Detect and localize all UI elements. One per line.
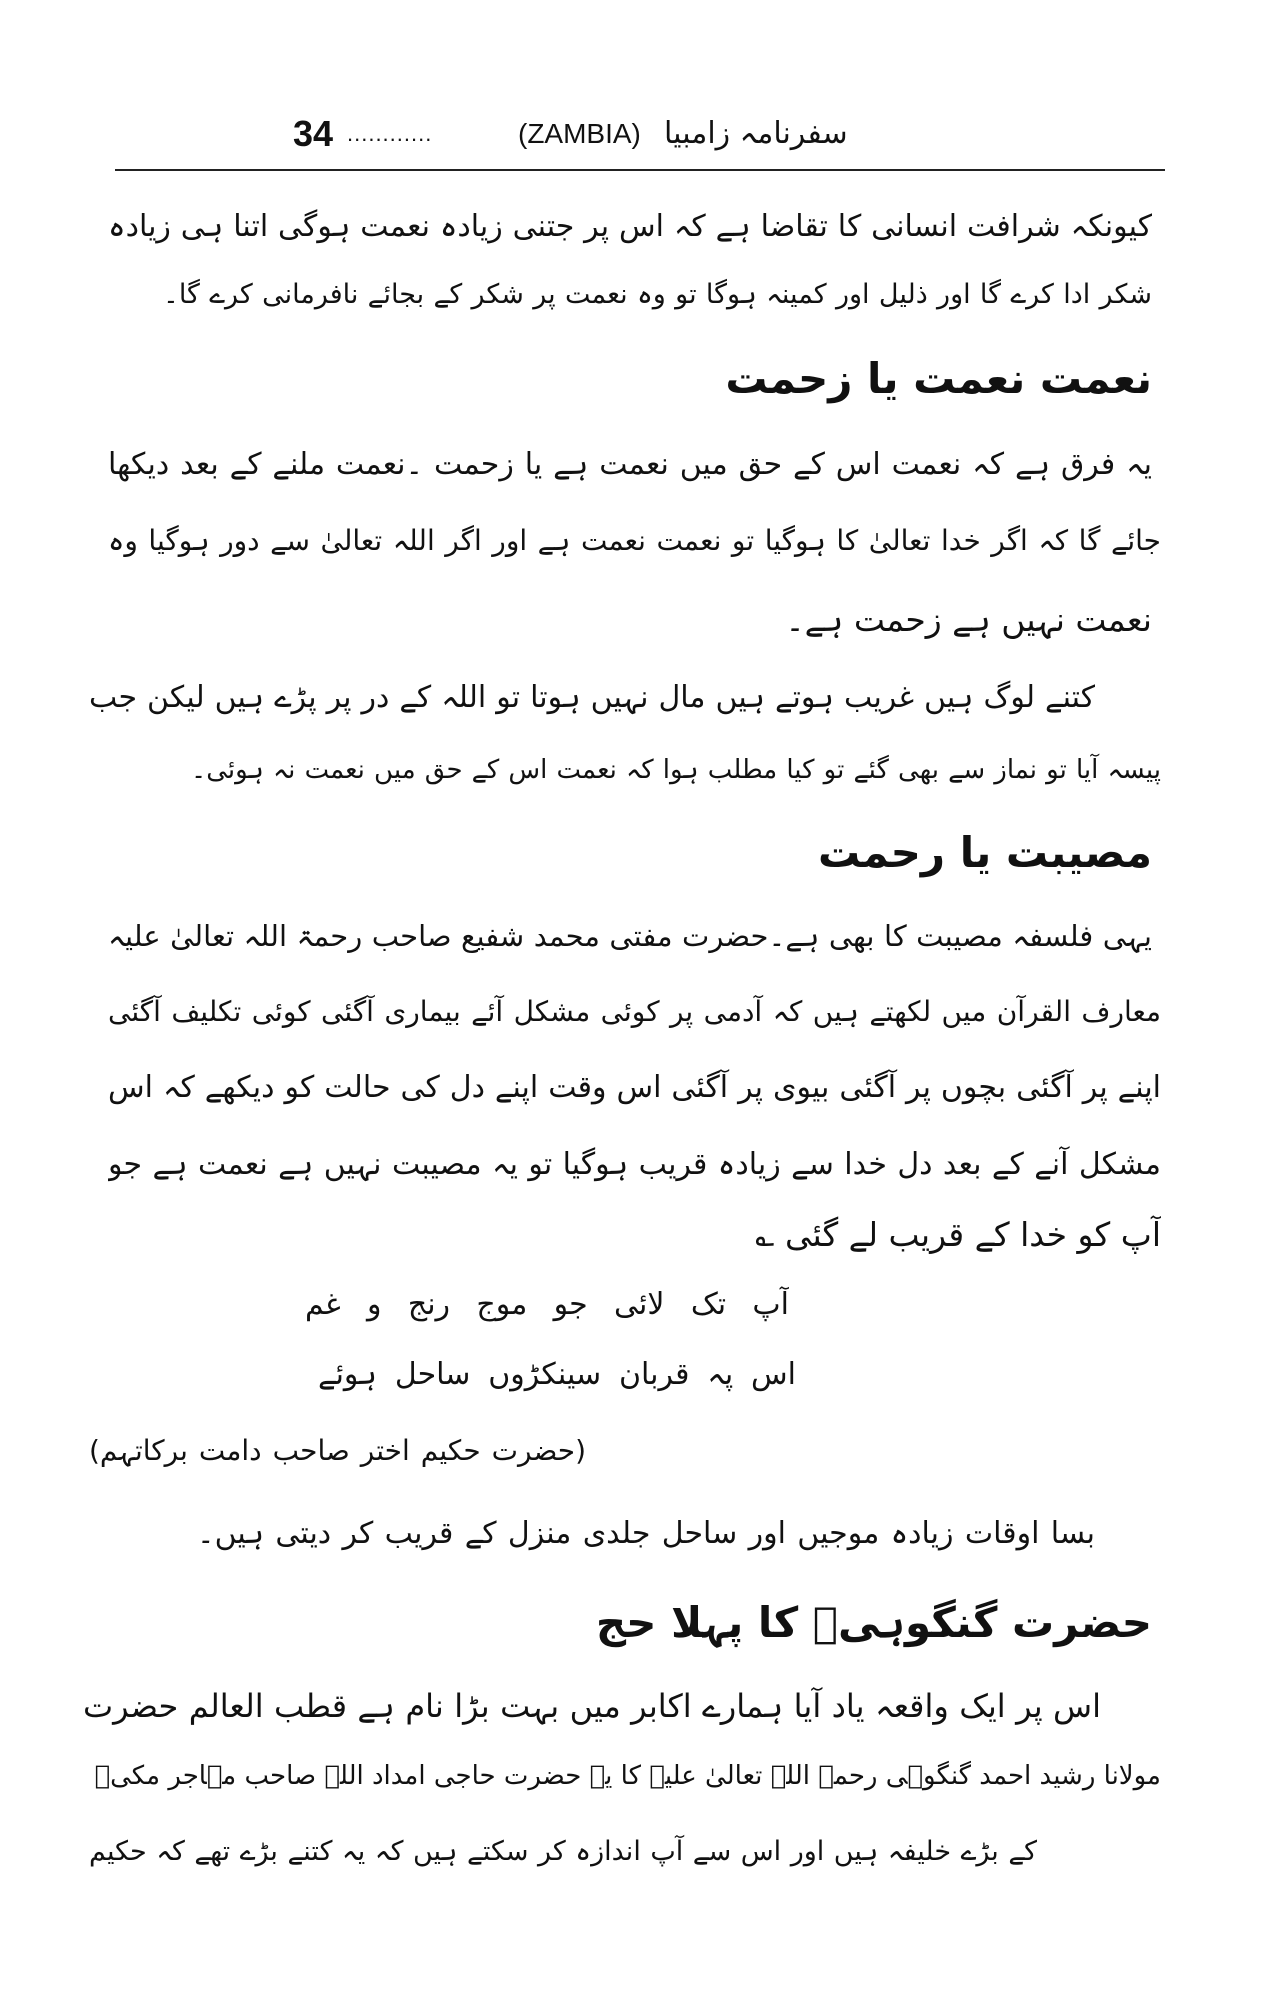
- section-heading: حضرت گنگوہیؒ کا پہلا حج: [595, 1598, 1152, 1647]
- paragraph-line: کے بڑے خلیفہ ہیں اور اس سے آپ اندازہ کر سکتے ہیں کہ یہ کتنے بڑے تھے کہ حکیم: [89, 1836, 1037, 1867]
- paragraph-line: مشکل آنے کے بعد دل خدا سے زیادہ قریب ہوگیا تو یہ مصیبت نہیں ہے نعمت ہے جو: [108, 1147, 1161, 1182]
- intro-line: کیونکہ شرافت انسانی کا تقاضا ہے کہ اس پر جتنی زیادہ نعمت ہوگی اتنا ہی زیادہ: [108, 209, 1152, 244]
- running-title-urdu: سفرنامہ زامبیا: [664, 116, 848, 151]
- paragraph-line: یہ فرق ہے کہ نعمت اس کے حق میں نعمت ہے یا زحمت ۔نعمت ملنے کے بعد دیکھا: [108, 447, 1152, 482]
- intro-line: شکر ادا کرے گا اور ذلیل اور کمینہ ہوگا تو وہ نعمت پر شکر کے بجائے نافرمانی کرے گا۔: [163, 279, 1152, 310]
- paragraph-line: یہی فلسفہ مصیبت کا بھی ہے۔حضرت مفتی محمد شفیع صاحب رحمۃ اللہ تعالیٰ علیہ: [108, 919, 1152, 953]
- paragraph-line: جائے گا کہ اگر خدا تعالیٰ کا ہوگیا تو نعمت نعمت ہے اور اگر اللہ تعالیٰ سے دور ہوگیا وہ: [108, 524, 1161, 557]
- verse-line: اس پہ قربان سینکڑوں ساحل ہوئے: [318, 1357, 796, 1392]
- section-heading: نعمت نعمت یا زحمت: [725, 354, 1152, 403]
- paragraph-line: آپ کو خدا کے قریب لے گئی ؎: [755, 1215, 1161, 1254]
- page-number: 34: [293, 113, 334, 154]
- header-rule: [115, 169, 1165, 171]
- verse-attribution: (حضرت حکیم اختر صاحب دامت برکاتہم): [89, 1434, 586, 1467]
- leader-dots: ............: [347, 121, 433, 146]
- paragraph-line: کتنے لوگ ہیں غریب ہوتے ہیں مال نہیں ہوتا تو اللہ کے در پر پڑے ہیں لیکن جب: [89, 680, 1095, 715]
- running-title-latin: (ZAMBIA): [518, 118, 641, 149]
- paragraph-line: معارف القرآن میں لکھتے ہیں کہ آدمی پر کوئی مشکل آئے بیماری آگئی کوئی تکلیف آگئی: [108, 995, 1161, 1028]
- verse-line: آپ تک لائی جو موج رنج و غم: [305, 1287, 789, 1322]
- section-heading: مصیبت یا رحمت: [818, 828, 1152, 877]
- paragraph-line: اس پر ایک واقعہ یاد آیا ہمارے اکابر میں بہت بڑا نام ہے قطب العالم حضرت: [83, 1687, 1101, 1725]
- paragraph-line: نعمت نہیں ہے زحمت ہے۔: [785, 600, 1152, 639]
- paragraph-line: اپنے پر آگئی بچوں پر آگئی بیوی پر آگئی اس وقت اپنے دل کی حالت کو دیکھے کہ اس: [108, 1070, 1161, 1105]
- paragraph-line: مولانا رشید احمد گنگوہی رحمۃ اللہ تعالیٰ علیہ کا یہ حضرت حاجی امداد اللہ صاحب مہاجر مکیؒ: [95, 1761, 1161, 1791]
- paragraph-line: پیسہ آیا تو نماز سے بھی گئے تو کیا مطلب ہوا کہ نعمت اس کے حق میں نعمت نہ ہوئی۔: [191, 755, 1161, 785]
- paragraph-line: بسا اوقات زیادہ موجیں اور ساحل جلدی منزل کے قریب کر دیتی ہیں۔: [197, 1516, 1095, 1551]
